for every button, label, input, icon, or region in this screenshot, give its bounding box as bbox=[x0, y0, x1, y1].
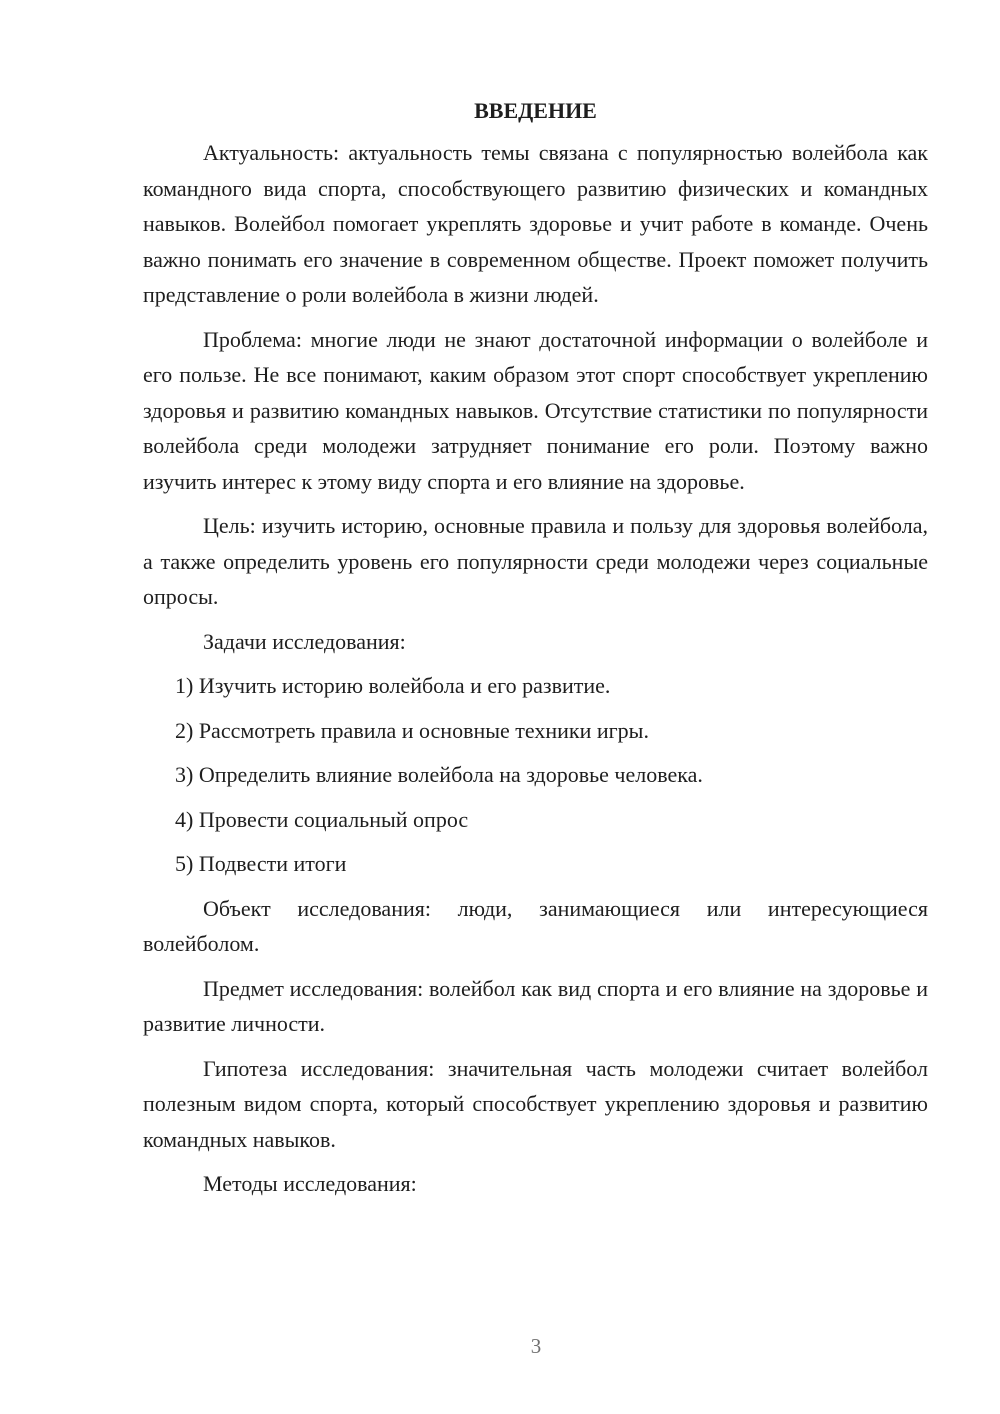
page-title: ВВЕДЕНИЕ bbox=[474, 98, 597, 123]
tasks-heading: Задачи исследования: bbox=[203, 628, 406, 654]
methods-paragraph: Методы исследования: bbox=[203, 1171, 417, 1196]
page-content bbox=[143, 96, 928, 1211]
page-number: 3 bbox=[530, 1334, 542, 1358]
tasks-list bbox=[143, 668, 928, 882]
problem-paragraph: Проблема: многие люди не знают достаточной информации о волейболе и его пользе. Не все понимают, каким образом этот спорт способствует укреплению здоровья и развитию командных навыков. Отсутствие статистики по популярности волейбола среди молодежи затрудняет понимание его роли. Поэтому важно изучить интерес к этому виду спорта и его влияние на здоровье. bbox=[143, 326, 928, 494]
hypothesis-paragraph: Гипотеза исследования: значительная часть молодежи считает волейбол полезным видом спорта, который способствует укреплению здоровья и развитию командных навыков. bbox=[143, 1055, 928, 1152]
subject-paragraph: Предмет исследования: волейбол как вид спорта и его влияние на здоровье и развитие личности. bbox=[143, 975, 928, 1036]
goal-paragraph: Цель: изучить историю, основные правила и пользу для здоровья волейбола, а также определить уровень его популярности среди молодежи через социальные опросы. bbox=[143, 513, 928, 609]
task-item-2: 2) Рассмотреть правила и основные техники игры. bbox=[175, 717, 649, 743]
task-item-5: 5) Подвести итоги bbox=[175, 851, 347, 876]
task-item-4: 4) Провести социальный опрос bbox=[175, 806, 469, 832]
relevance-paragraph: Актуальность: актуальность темы связана с популярностью волейбола как командного вида спорта, способствующего развитию физических и командных навыков. Волейбол помогает укреплять здоровье и учит работе в команде. Очень важно понимать его значение в современном обществе. Проект поможет получить представление о роли волейбола в жизни людей. bbox=[143, 140, 928, 307]
object-paragraph: Объект исследования: люди, занимающиеся или интересующиеся волейболом. bbox=[143, 895, 928, 956]
task-item-1: 1) Изучить историю волейбола и его развитие. bbox=[175, 673, 611, 698]
task-item-3: 3) Определить влияние волейбола на здоровье человека. bbox=[175, 762, 703, 787]
